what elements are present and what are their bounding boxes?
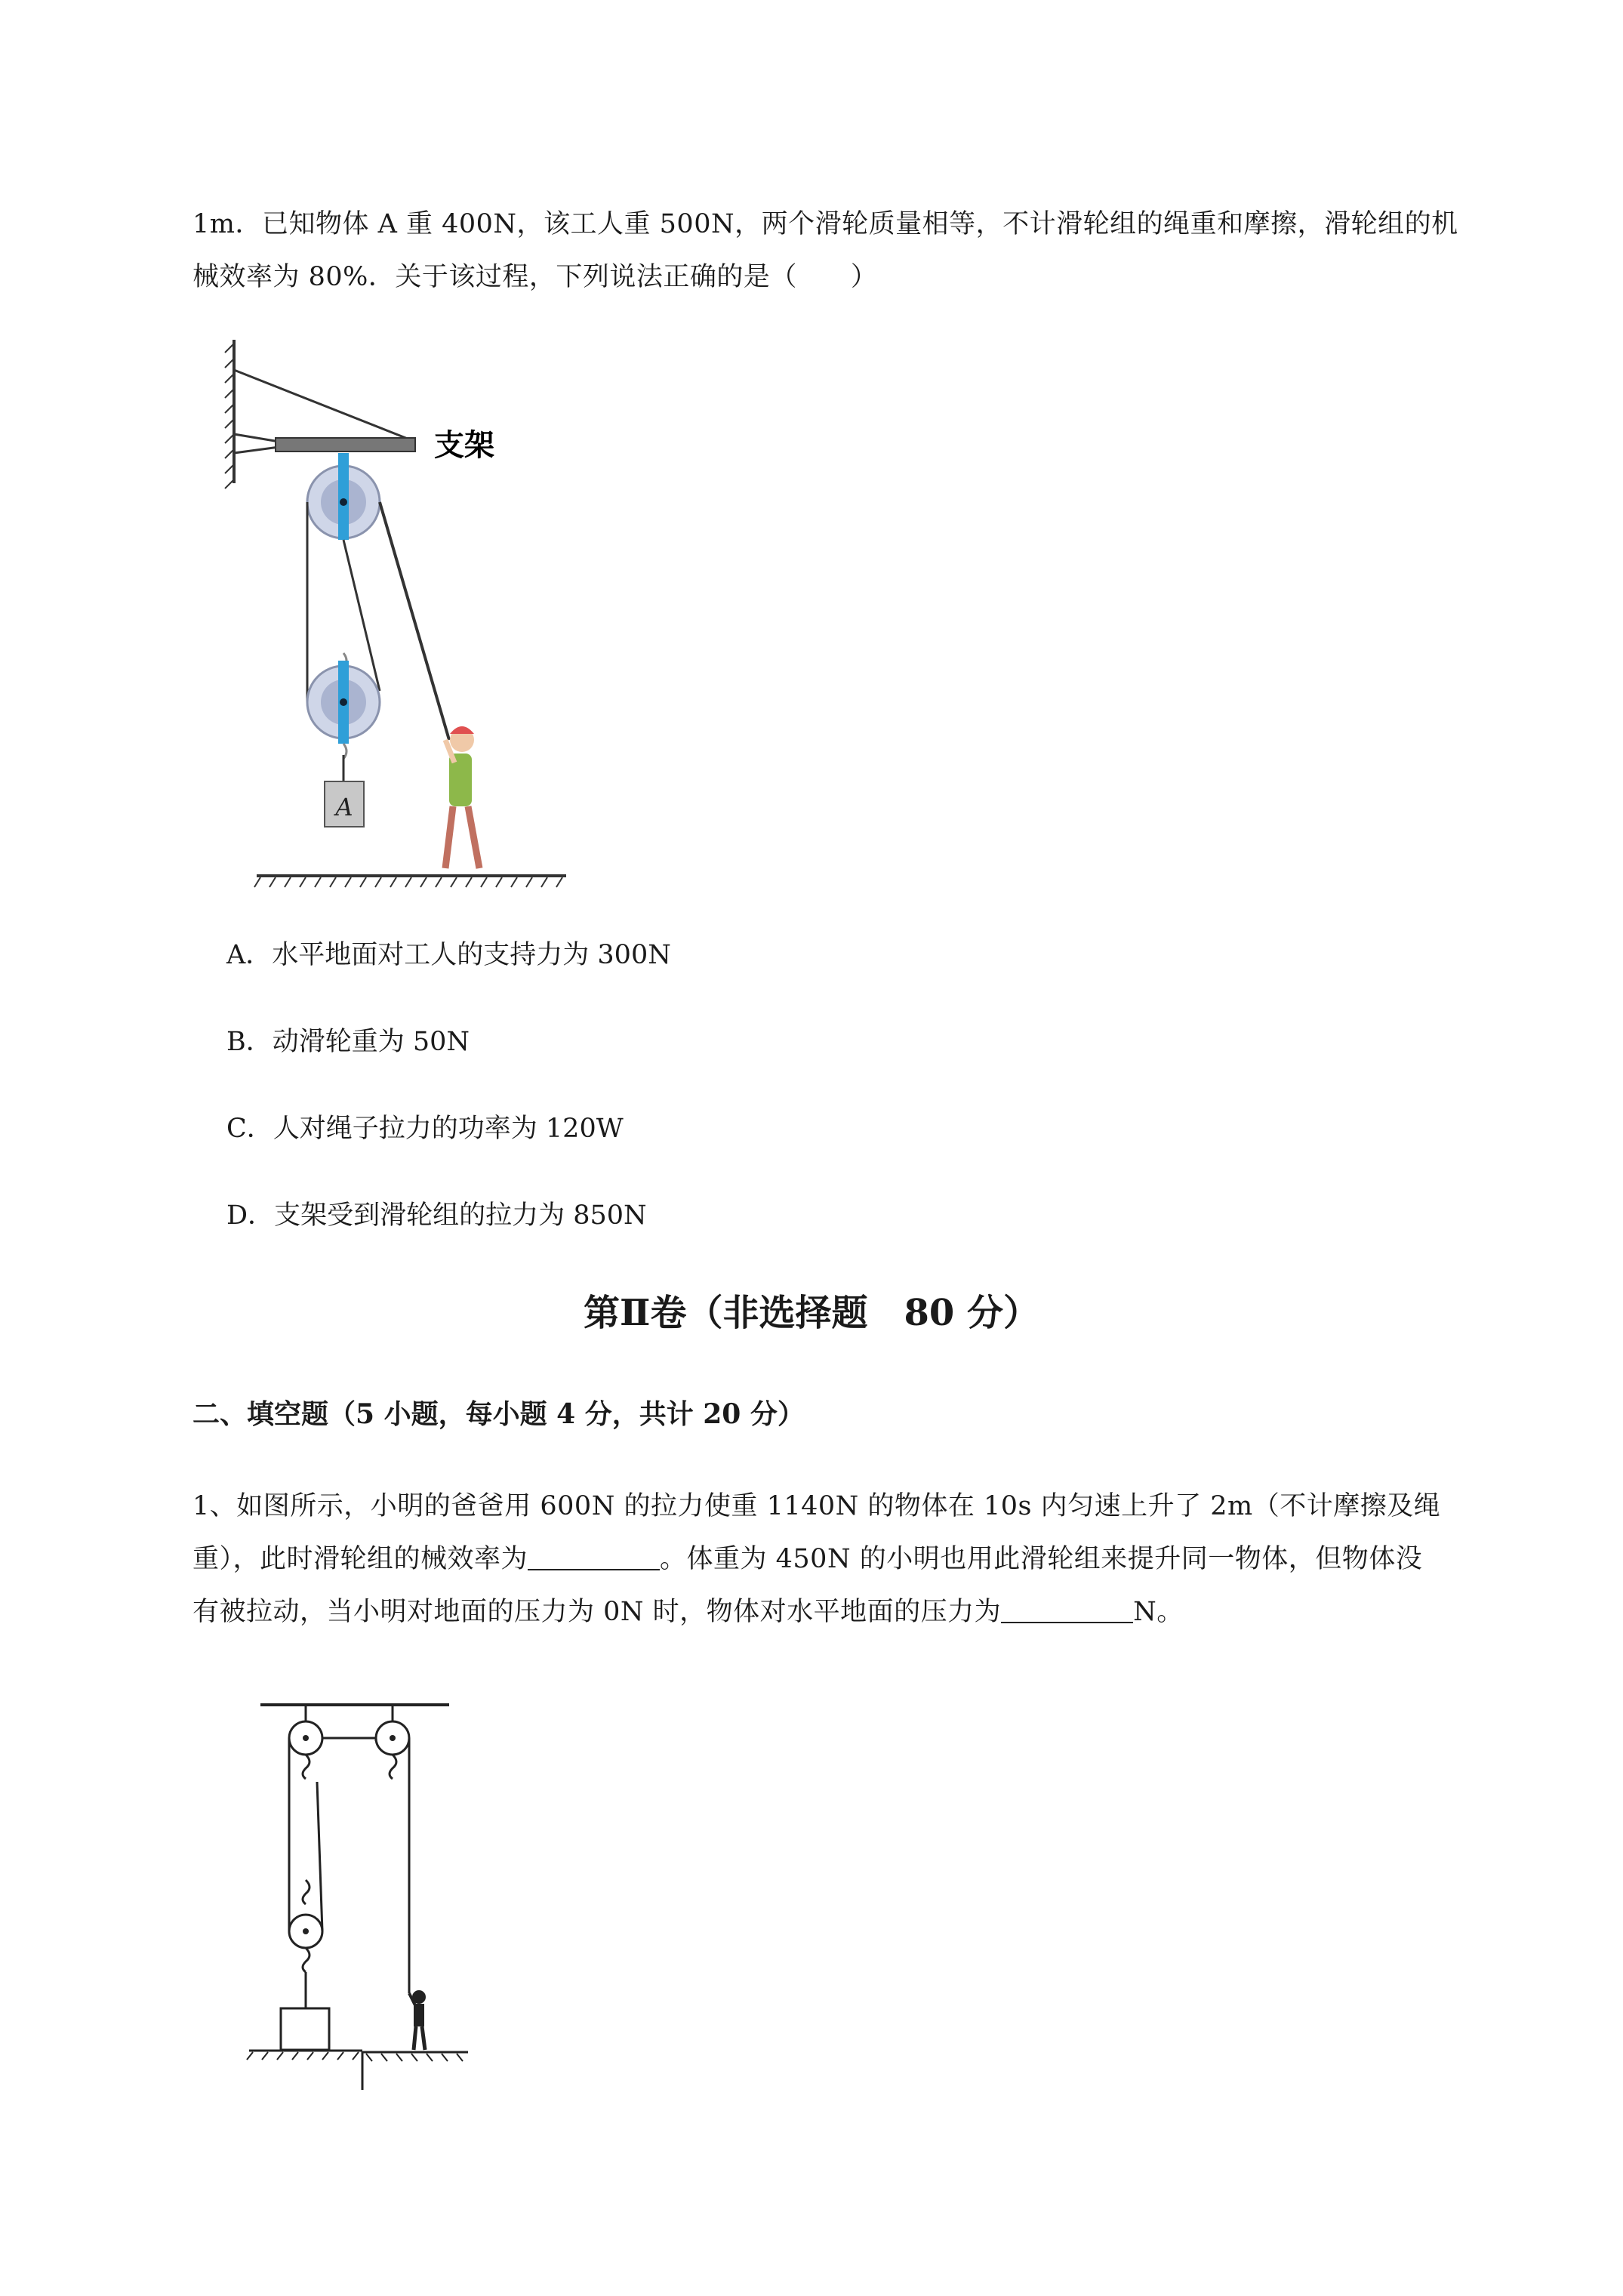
option-c[interactable]	[226, 1110, 624, 1148]
question-stem-line-2: 械效率为 80%．关于该过程，下列说法正确的是（ ）	[192, 262, 878, 292]
option-a[interactable]	[226, 936, 671, 974]
option-d[interactable]	[226, 1197, 647, 1234]
question-stem	[192, 198, 1529, 304]
q1-text-c: 有被拉动，当小明对地面的压力为 0N 时，物体对水平地面的压力为	[192, 1597, 1002, 1627]
section-subheading: 二、填空题（5 小题，每小题 4 分，共计 20 分）	[192, 1398, 805, 1430]
bracket-bar	[276, 438, 415, 451]
lifted-block	[281, 2008, 329, 2050]
question-stem-line-1: 1m．已知物体 A 重 400N，该工人重 500N，两个滑轮质量相等，不计滑轮组的绳重和摩擦，滑轮组的机	[192, 209, 1458, 239]
option-d-text: 支架受到滑轮组的拉力为 850N	[274, 1200, 647, 1231]
boy-figure	[409, 1990, 426, 2050]
option-a-text: 水平地面对工人的支持力为 300N	[272, 940, 671, 970]
q1-text-d: N。	[1133, 1597, 1184, 1627]
fill-question-1-line-1: 1、如图所示，小明的爸爸用 600N 的拉力使重 1140N 的物体在 10s 内匀速上升了 2m（不计摩擦及绳	[192, 1491, 1441, 1521]
option-a-letter: A．	[226, 940, 273, 970]
answer-blank-1[interactable]	[528, 1542, 660, 1570]
option-b-text: 动滑轮重为 50N	[272, 1027, 470, 1057]
option-c-letter: C．	[226, 1114, 273, 1144]
pulley-step-figure	[242, 1691, 483, 2091]
option-b[interactable]	[226, 1023, 470, 1061]
fill-question-1-line-2	[192, 1533, 1529, 1586]
worker-figure	[445, 726, 479, 868]
fill-question-1	[192, 1480, 1529, 1638]
q1-text-b: 。体重为 450N 的小明也用此滑轮组来提升同一物体，但物体没	[660, 1544, 1423, 1574]
pulley-bracket-figure	[219, 332, 596, 891]
answer-blank-2[interactable]	[1001, 1595, 1133, 1623]
object-a-label: A	[335, 793, 353, 821]
option-b-letter: B．	[226, 1027, 273, 1057]
fill-question-1-line-3	[192, 1586, 1529, 1638]
support-label: 支架	[434, 428, 494, 463]
option-c-text: 人对绳子拉力的功率为 120W	[273, 1114, 624, 1144]
q1-text-a: 重），此时滑轮组的械效率为	[192, 1544, 528, 1574]
option-d-letter: D．	[226, 1200, 275, 1231]
section-title: 第Ⅱ卷（非选择题 80 分）	[584, 1292, 1039, 1334]
